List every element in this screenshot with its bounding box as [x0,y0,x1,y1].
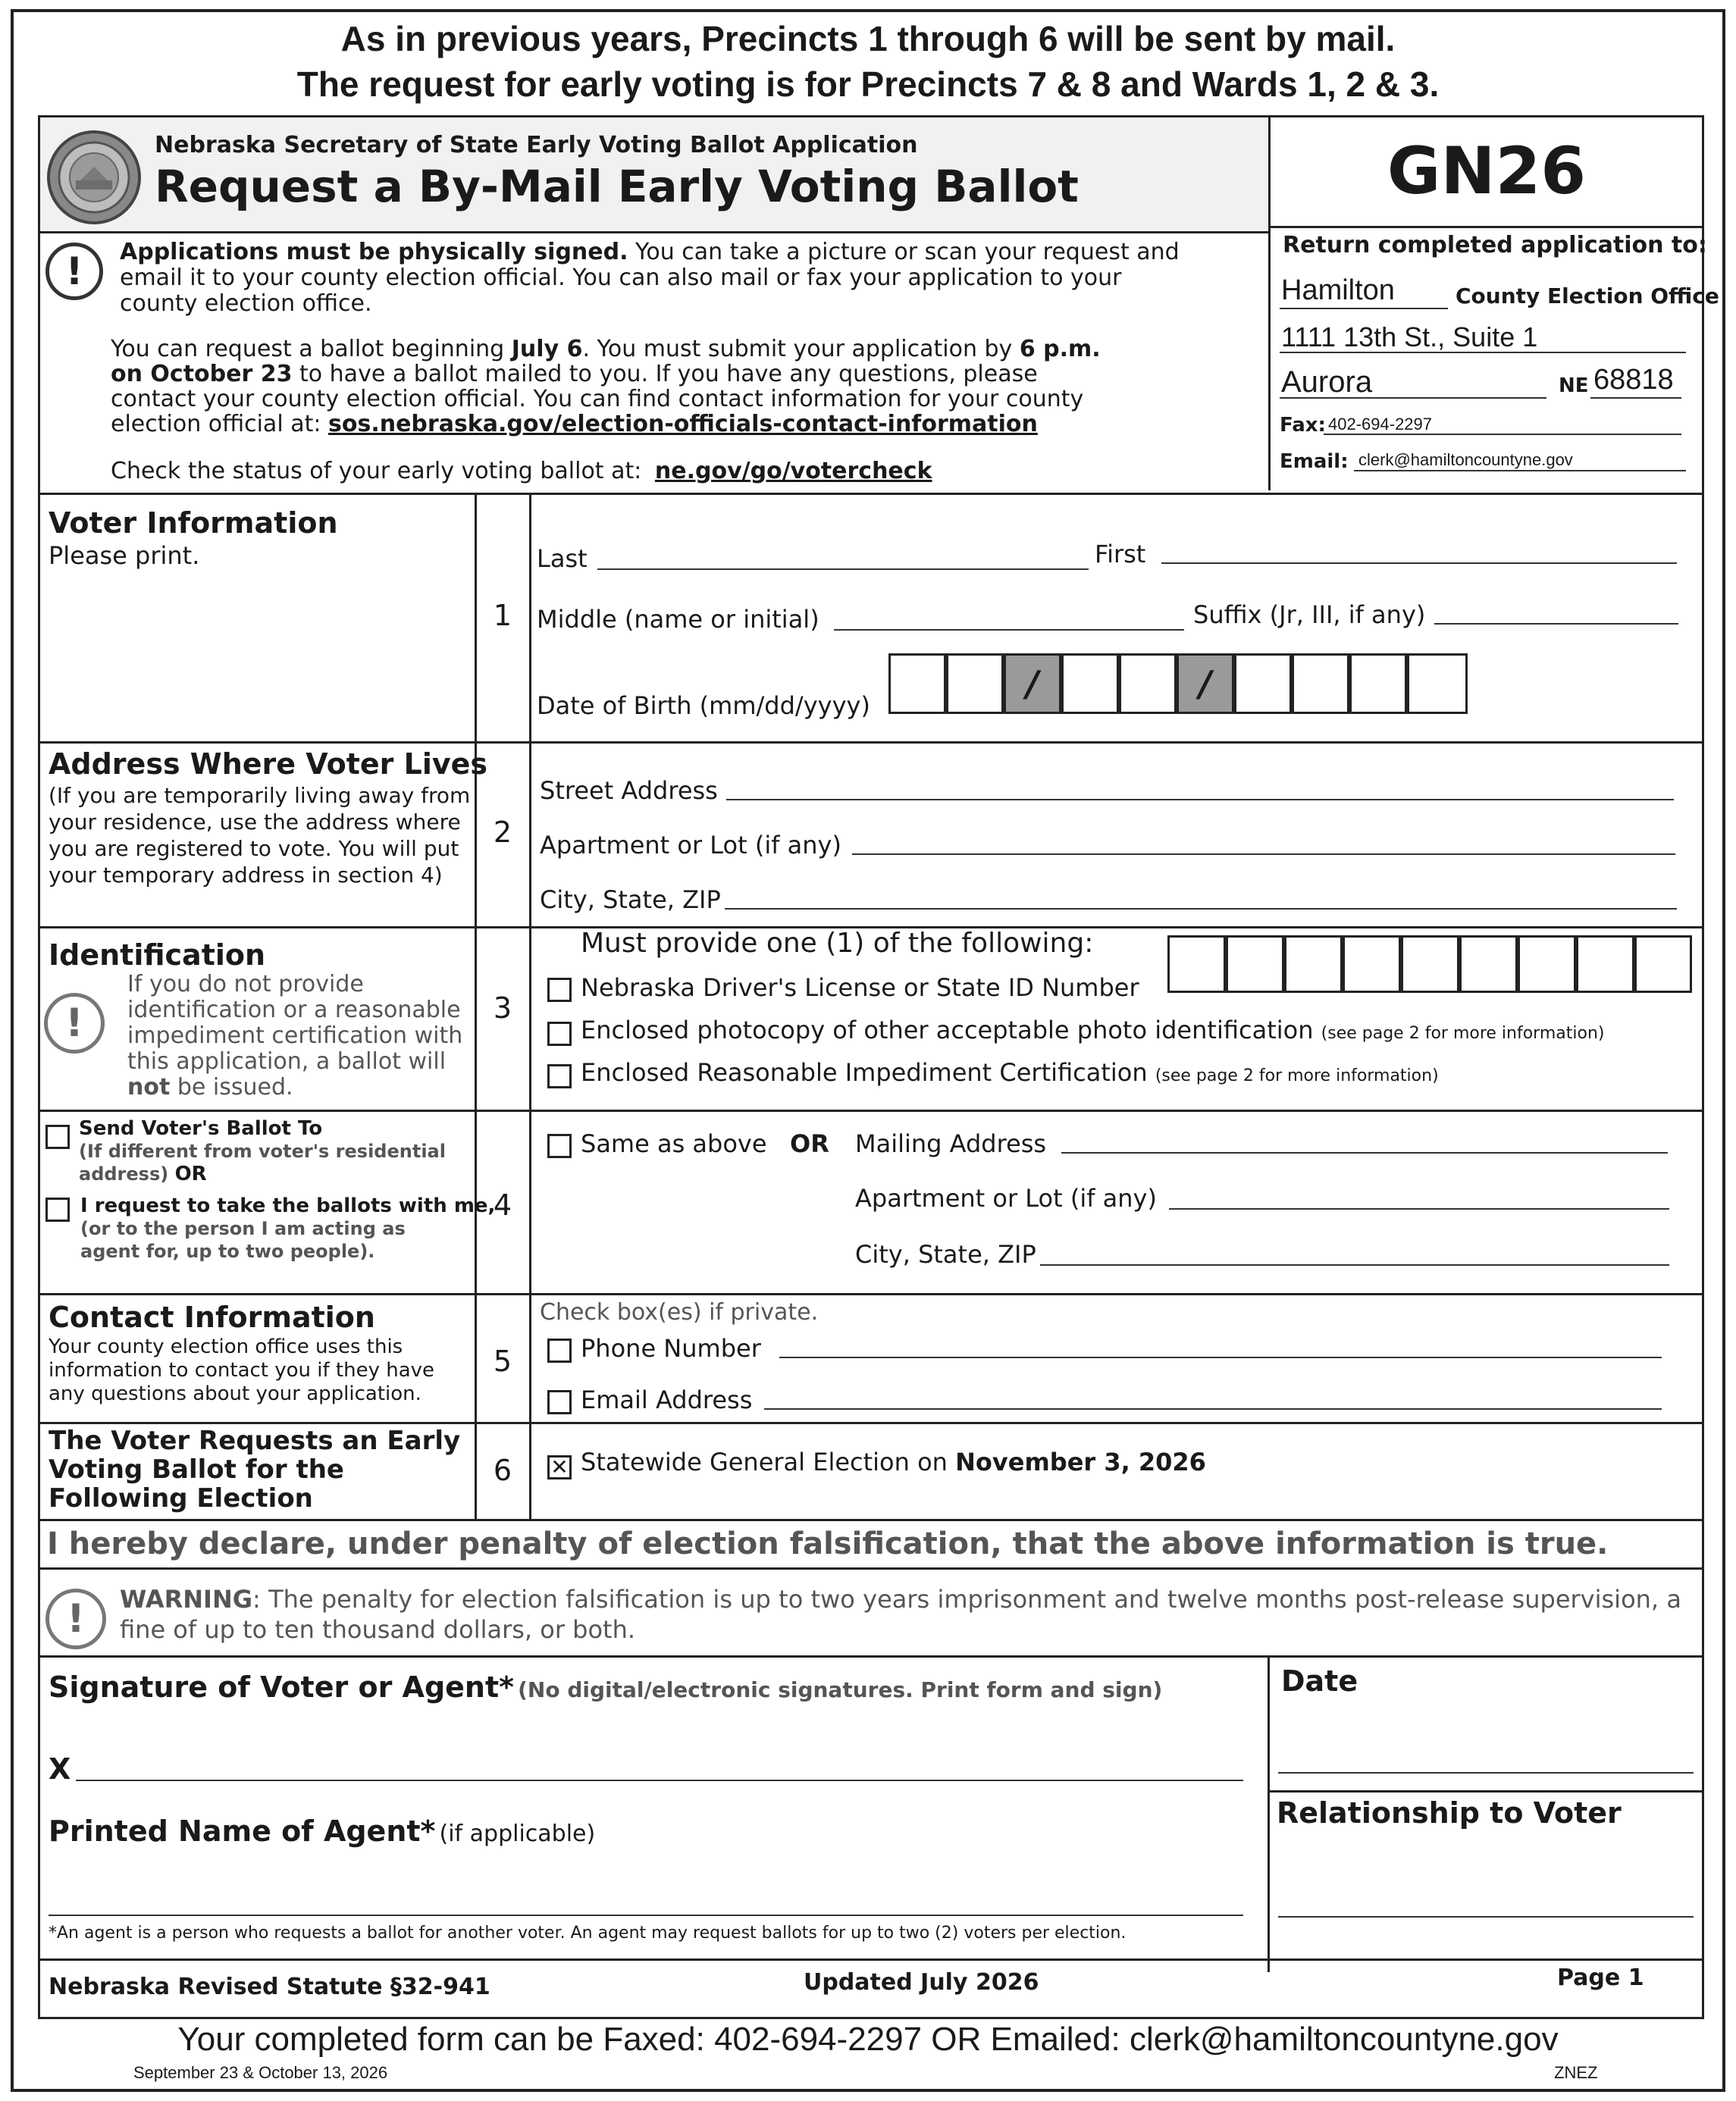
license-checkbox[interactable] [547,978,572,1002]
return-heading: Return completed application to: [1283,232,1707,258]
s2-apt-field[interactable] [852,853,1675,855]
return-street: 1111 13th St., Suite 1 [1281,321,1538,352]
dob-box-y4[interactable] [1407,653,1468,714]
same-as-above-label: Same as above [581,1129,767,1158]
s6-number: 6 [493,1454,512,1487]
send-ballot-checkbox[interactable] [45,1125,70,1149]
impediment-checkbox[interactable] [547,1064,572,1088]
photocopy-text: Enclosed photocopy of other acceptable photo identification [581,1016,1314,1044]
signature-note: (No digital/electronic signatures. Print form and sign) [518,1677,1163,1702]
mailing-address-field[interactable] [1061,1152,1668,1154]
updated-date: Updated July 2026 [804,1969,1039,1996]
dob-separator-1: / [1004,653,1061,714]
city-underline [1280,397,1546,399]
s3-bottom-rule [40,1110,1704,1112]
id-digit-box-3[interactable] [1284,935,1343,993]
exclamation-icon: ! [44,993,105,1054]
agent-note: (if applicable) [439,1821,596,1847]
page-number: Page 1 [1557,1965,1644,1991]
email-underline [1354,470,1686,471]
impediment-label [581,1058,1439,1087]
footer-code: ZNEZ [1554,2063,1598,2082]
return-office-label: County Election Office [1456,283,1719,308]
send-ballot-title: Send Voter's Ballot To [79,1117,323,1140]
agent-name-field[interactable] [49,1915,1243,1916]
s4-or: OR [790,1129,829,1158]
s3-note [127,972,468,1101]
signature-bottom-rule [40,1959,1704,1961]
return-county: Hamilton [1281,274,1395,306]
declaration: I hereby declare, under penalty of election falsification, that the above information is true. [47,1526,1609,1561]
photocopy-note: (see page 2 for more information) [1321,1024,1605,1043]
last-name-field[interactable] [597,568,1089,570]
mailing-address-label: Mailing Address [855,1129,1047,1158]
votercheck-link[interactable]: ne.gov/go/votercheck [654,458,932,484]
dob-box-y2[interactable] [1292,653,1349,714]
intro-p2-text-c: to have a ballot mailed to you. If you have any questions, please contact your county election official. You can find contact information for your county election official at: [111,361,1084,437]
s3-number: 3 [493,991,512,1025]
number-column-divider [529,493,531,1521]
id-digit-box-9[interactable] [1634,935,1692,993]
intro-paragraph-1 [120,240,1196,317]
return-zip: 68818 [1593,364,1674,396]
phone-label: Phone Number [581,1334,761,1363]
form-subtitle: Nebraska Secretary of State Early Voting Ballot Application [155,132,918,158]
warning-text [120,1584,1681,1645]
agent-label: Printed Name of Agent* [49,1814,436,1848]
banner-line-1: As in previous years, Precincts 1 through 6 will be sent by mail. [340,19,1396,58]
contact-link[interactable]: sos.nebraska.gov/election-officials-contact-information [328,411,1038,437]
s2-title: Address Where Voter Lives [49,747,488,781]
general-election-checkbox[interactable]: ✕ [547,1455,572,1479]
email-private-checkbox[interactable] [547,1390,572,1414]
dob-separator-2: / [1177,653,1234,714]
zip-underline [1590,397,1681,399]
id-digit-box-5[interactable] [1401,935,1459,993]
form-title: Request a By-Mail Early Voting Ballot [155,161,1079,212]
license-label: Nebraska Driver's License or State ID Number [581,973,1139,1002]
s4-apt-label: Apartment or Lot (if any) [855,1184,1157,1213]
intro-deadline: 6 p.m. on October 23 [111,336,1101,387]
first-label: First [1095,540,1146,568]
s2-city-label: City, State, ZIP [540,885,721,914]
relationship-field[interactable] [1278,1916,1694,1918]
publication-dates: September 23 & October 13, 2026 [133,2063,388,2082]
bottom-contact-line: Your completed form can be Faxed: 402-694-2297 OR Emailed: clerk@hamiltoncountyne.gov [177,2021,1559,2058]
s4-apt-field[interactable] [1169,1208,1669,1210]
s1-title: Voter Information [49,506,338,540]
phone-field[interactable] [779,1357,1662,1358]
s2-city-field[interactable] [725,908,1677,910]
date-field[interactable] [1278,1772,1694,1774]
s2-description: (If you are temporarily living away from your residence, use the address where you are registered to vote. You will put your temporary address in section 4) [49,783,471,888]
street-label: Street Address [540,776,718,805]
intro-paragraph-2 [111,337,1127,437]
exclamation-icon: ! [45,1589,106,1649]
s3-title: Identification [49,938,266,972]
email-label: Email: [1280,450,1349,473]
signature-x: X [49,1752,71,1786]
impediment-text: Enclosed Reasonable Impediment Certification [581,1058,1148,1087]
photocopy-label [581,1016,1604,1044]
status-line [111,458,932,484]
warning-label: WARNING [120,1585,252,1614]
id-digit-box-2[interactable] [1226,935,1284,993]
same-as-above-checkbox[interactable] [547,1134,572,1158]
s4-city-label: City, State, ZIP [855,1240,1036,1269]
dob-label: Date of Birth (mm/dd/yyyy) [537,691,870,720]
s4-number: 4 [493,1188,512,1222]
exclamation-icon: ! [45,243,103,300]
send-ballot-note-text: (If different from voter's residential address) [79,1141,446,1185]
phone-private-checkbox[interactable] [547,1339,572,1363]
form-code: GN26 [1387,133,1587,209]
fax-underline [1324,434,1681,435]
relationship-label: Relationship to Voter [1277,1796,1622,1830]
street-address-field[interactable] [726,799,1674,800]
intro-rest: You can take a picture or scan your request and email it to your county election official. You can also mail or fax your application to your county election office. [120,239,1180,317]
header-bottom-rule [40,231,1268,233]
last-label: Last [537,544,588,573]
signature-heading [49,1670,1162,1704]
banner-line-2: The request for early voting is for Precincts 7 & 8 and Wards 1, 2 & 3. [296,64,1440,104]
id-digit-box-8[interactable] [1576,935,1634,993]
private-note: Check box(es) if private. [540,1299,819,1326]
intro-p2-text-a: You can request a ballot beginning [111,336,505,362]
send-ballot-note [79,1140,473,1185]
voter-email-field[interactable] [764,1408,1662,1410]
send-ballot-or: OR [174,1163,207,1185]
date-label: Date [1281,1664,1358,1698]
s3-note-text: If you do not provide identification or a reasonable impediment certification with this application, a ballot will [127,971,463,1075]
s5-description: Your county election office uses this information to contact you if they have any questions about your application. [49,1335,435,1405]
s6-bottom-rule [40,1519,1704,1521]
s2-apt-label: Apartment or Lot (if any) [540,831,841,860]
impediment-note: (see page 2 for more information) [1155,1066,1439,1085]
middle-label: Middle (name or initial) [537,605,819,634]
election-label [581,1448,1206,1476]
election-date: November 3, 2026 [955,1448,1206,1476]
s1-bottom-rule [40,741,1704,744]
dob-box-y3[interactable] [1349,653,1407,714]
street-underline [1280,352,1686,353]
s4-city-field[interactable] [1040,1264,1669,1266]
id-digit-box-1[interactable] [1167,935,1226,993]
intro-bold: Applications must be physically signed. [120,239,628,265]
id-digit-box-7[interactable] [1518,935,1576,993]
take-ballots-note: (or to the person I am acting as agent for, up to two people). [80,1218,406,1262]
code-divider [1268,226,1702,228]
county-underline [1280,308,1448,309]
statute: Nebraska Revised Statute §32-941 [49,1974,490,2000]
signature-label: Signature of Voter or Agent* [49,1670,515,1704]
s3-must-provide: Must provide one (1) of the following: [581,928,1094,959]
take-ballots-checkbox[interactable] [45,1198,70,1222]
dob-box-m1[interactable] [888,653,946,714]
dob-box-d2[interactable] [1119,653,1177,714]
s3-note-not: not [127,1074,171,1101]
signature-field[interactable] [76,1780,1243,1781]
id-digit-box-6[interactable] [1459,935,1518,993]
warning-bottom-rule [40,1655,1704,1658]
s1-number: 1 [493,599,512,632]
s3-note-end: be issued. [177,1074,293,1101]
dob-box-y1[interactable] [1234,653,1292,714]
return-fax: 402-694-2297 [1328,415,1433,434]
status-text: Check the status of your early voting ballot at: [111,458,642,484]
s5-title: Contact Information [49,1301,375,1334]
middle-name-field[interactable] [834,629,1184,631]
voter-email-label: Email Address [581,1386,753,1414]
agent-heading [49,1814,595,1848]
first-name-field[interactable] [1161,562,1677,564]
s5-number: 5 [493,1345,512,1378]
intro-start-date: July 6 [511,336,583,362]
return-email: clerk@hamiltoncountyne.gov [1358,450,1573,469]
suffix-field[interactable] [1434,623,1678,625]
nebraska-seal-icon [47,130,141,224]
s1-subtitle: Please print. [49,541,200,570]
election-text: Statewide General Election on [581,1448,948,1476]
declaration-bottom-rule [40,1567,1704,1570]
fax-label: Fax: [1280,414,1326,437]
return-city: Aurora [1281,365,1373,399]
id-digit-box-4[interactable] [1343,935,1401,993]
dob-box-m2[interactable] [946,653,1004,714]
s6-title: The Voter Requests an Early Voting Ballot for the Following Election [49,1426,461,1514]
s4-bottom-rule [40,1293,1704,1295]
date-bottom-rule [1268,1790,1704,1793]
take-ballots-title: I request to take the ballots with me, [80,1195,496,1217]
dob-box-d1[interactable] [1061,653,1119,714]
agent-footnote: *An agent is a person who requests a ballot for another voter. An agent may request ballots for up to two (2) voters per election. [49,1924,1127,1943]
s2-number: 2 [493,816,512,849]
signature-column-divider [1268,1655,1270,1972]
s5-bottom-rule [40,1422,1704,1424]
return-state: NE [1559,374,1589,397]
intro-p2-text-b: . You must submit your application by [582,336,1013,362]
suffix-label: Suffix (Jr, III, if any) [1193,600,1426,629]
warning-body: : The penalty for election falsification is up to two years imprisonment and twelve months post-release supervision, a fine of up to ten thousand dollars, or both. [120,1585,1681,1644]
intro-bottom-rule [40,493,1704,495]
photocopy-checkbox[interactable] [547,1022,572,1046]
